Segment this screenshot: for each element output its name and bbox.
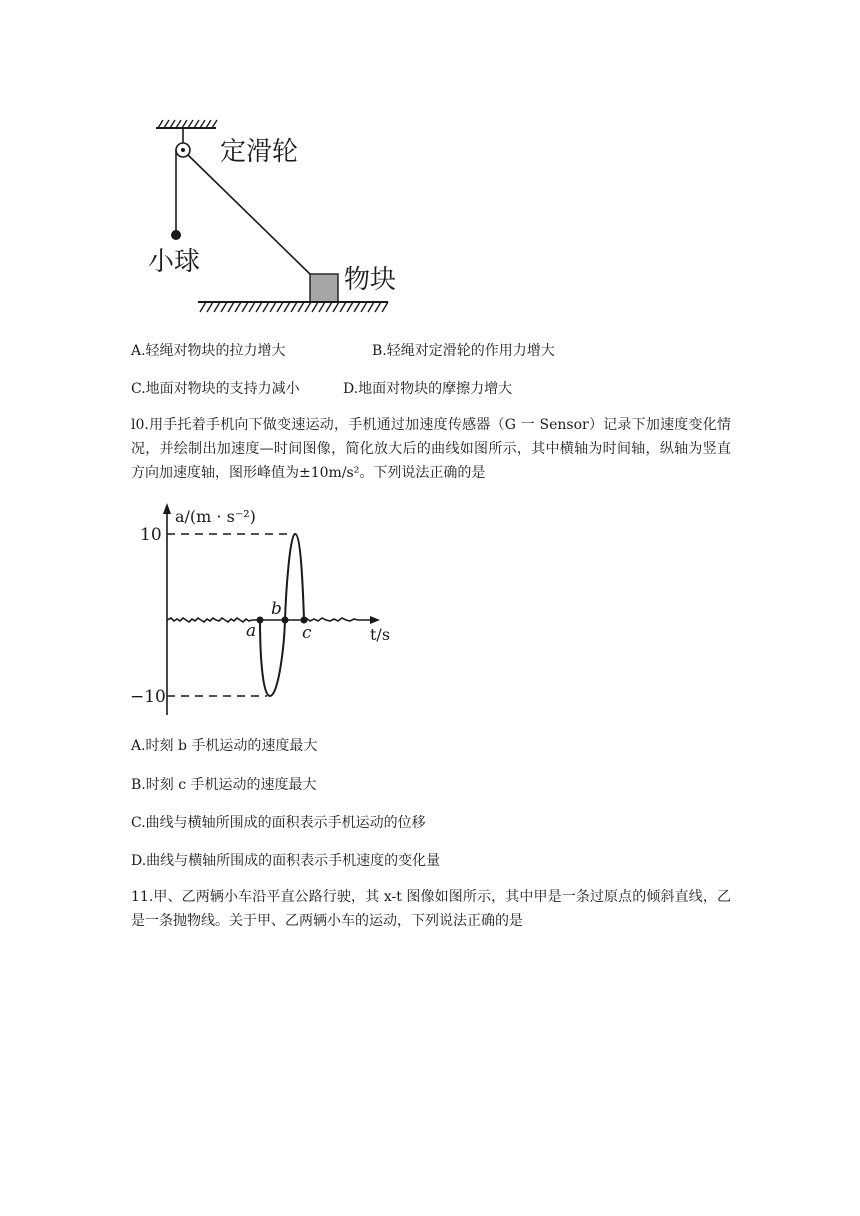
ceiling-hatch — [158, 120, 217, 128]
x-axis-label: t/s — [370, 625, 391, 644]
q11-stem: 11.甲、乙两辆小车沿平直公路行驶，其 x-t 图像如图所示，其中甲是一条过原点的倾斜直线，乙是一条抛物线。关于甲、乙两辆小车的运动，下列说法正确的是 — [131, 889, 731, 929]
ball-label: 小球 — [148, 247, 201, 277]
x-axis-arrow — [370, 616, 380, 624]
block-label: 物块 — [344, 265, 397, 295]
pulley-axle — [181, 148, 185, 152]
ground-hatch — [200, 302, 388, 312]
tick-positive: 10 — [140, 525, 162, 545]
q10-option-a: A.时刻 b 手机运动的速度最大 — [131, 738, 318, 754]
q9-option-a: A.轻绳对物块的拉力增大 — [131, 343, 286, 359]
acceleration-time-graph — [130, 500, 400, 725]
acceleration-curve — [260, 534, 304, 696]
ball — [171, 230, 181, 240]
point-c-label: c — [302, 623, 312, 643]
q10-stem: l0.用手托着手机向下做变速运动，手机通过加速度传感器（G 一 Sensor）记录下加速度变化情况，并绘制出加速度—时间图像，简化放大后的曲线如图所示，其中横轴为时间轴，纵轴为竖直方向加速度轴，图形峰值为±10m/s²。下列说法正确的是 — [131, 417, 731, 481]
y-axis-label: a/(m · s⁻²) — [175, 507, 256, 526]
q9-option-b: B.轻绳对定滑轮的作用力增大 — [372, 343, 555, 359]
point-a-dot — [257, 617, 264, 624]
q10-option-b: B.时刻 c 手机运动的速度最大 — [131, 777, 317, 793]
pulley-figure — [130, 110, 430, 325]
q10-option-d: D.曲线与横轴所围成的面积表示手机速度的变化量 — [131, 853, 441, 869]
rope-to-block — [188, 155, 312, 276]
y-axis-arrow — [163, 503, 171, 514]
x-axis-noise-right — [302, 618, 376, 621]
q9-option-c: C.地面对物块的支持力减小 — [131, 381, 300, 397]
block — [310, 274, 338, 302]
q9-option-d: D.地面对物块的摩擦力增大 — [343, 381, 513, 397]
tick-negative: −10 — [130, 687, 166, 707]
q10-option-c: C.曲线与横轴所围成的面积表示手机运动的位移 — [131, 815, 426, 831]
pulley-label: 定滑轮 — [220, 137, 299, 167]
point-b-dot — [282, 617, 289, 624]
point-a-label: a — [246, 621, 257, 641]
point-b-label: b — [271, 599, 282, 619]
x-axis-noise — [167, 618, 252, 622]
